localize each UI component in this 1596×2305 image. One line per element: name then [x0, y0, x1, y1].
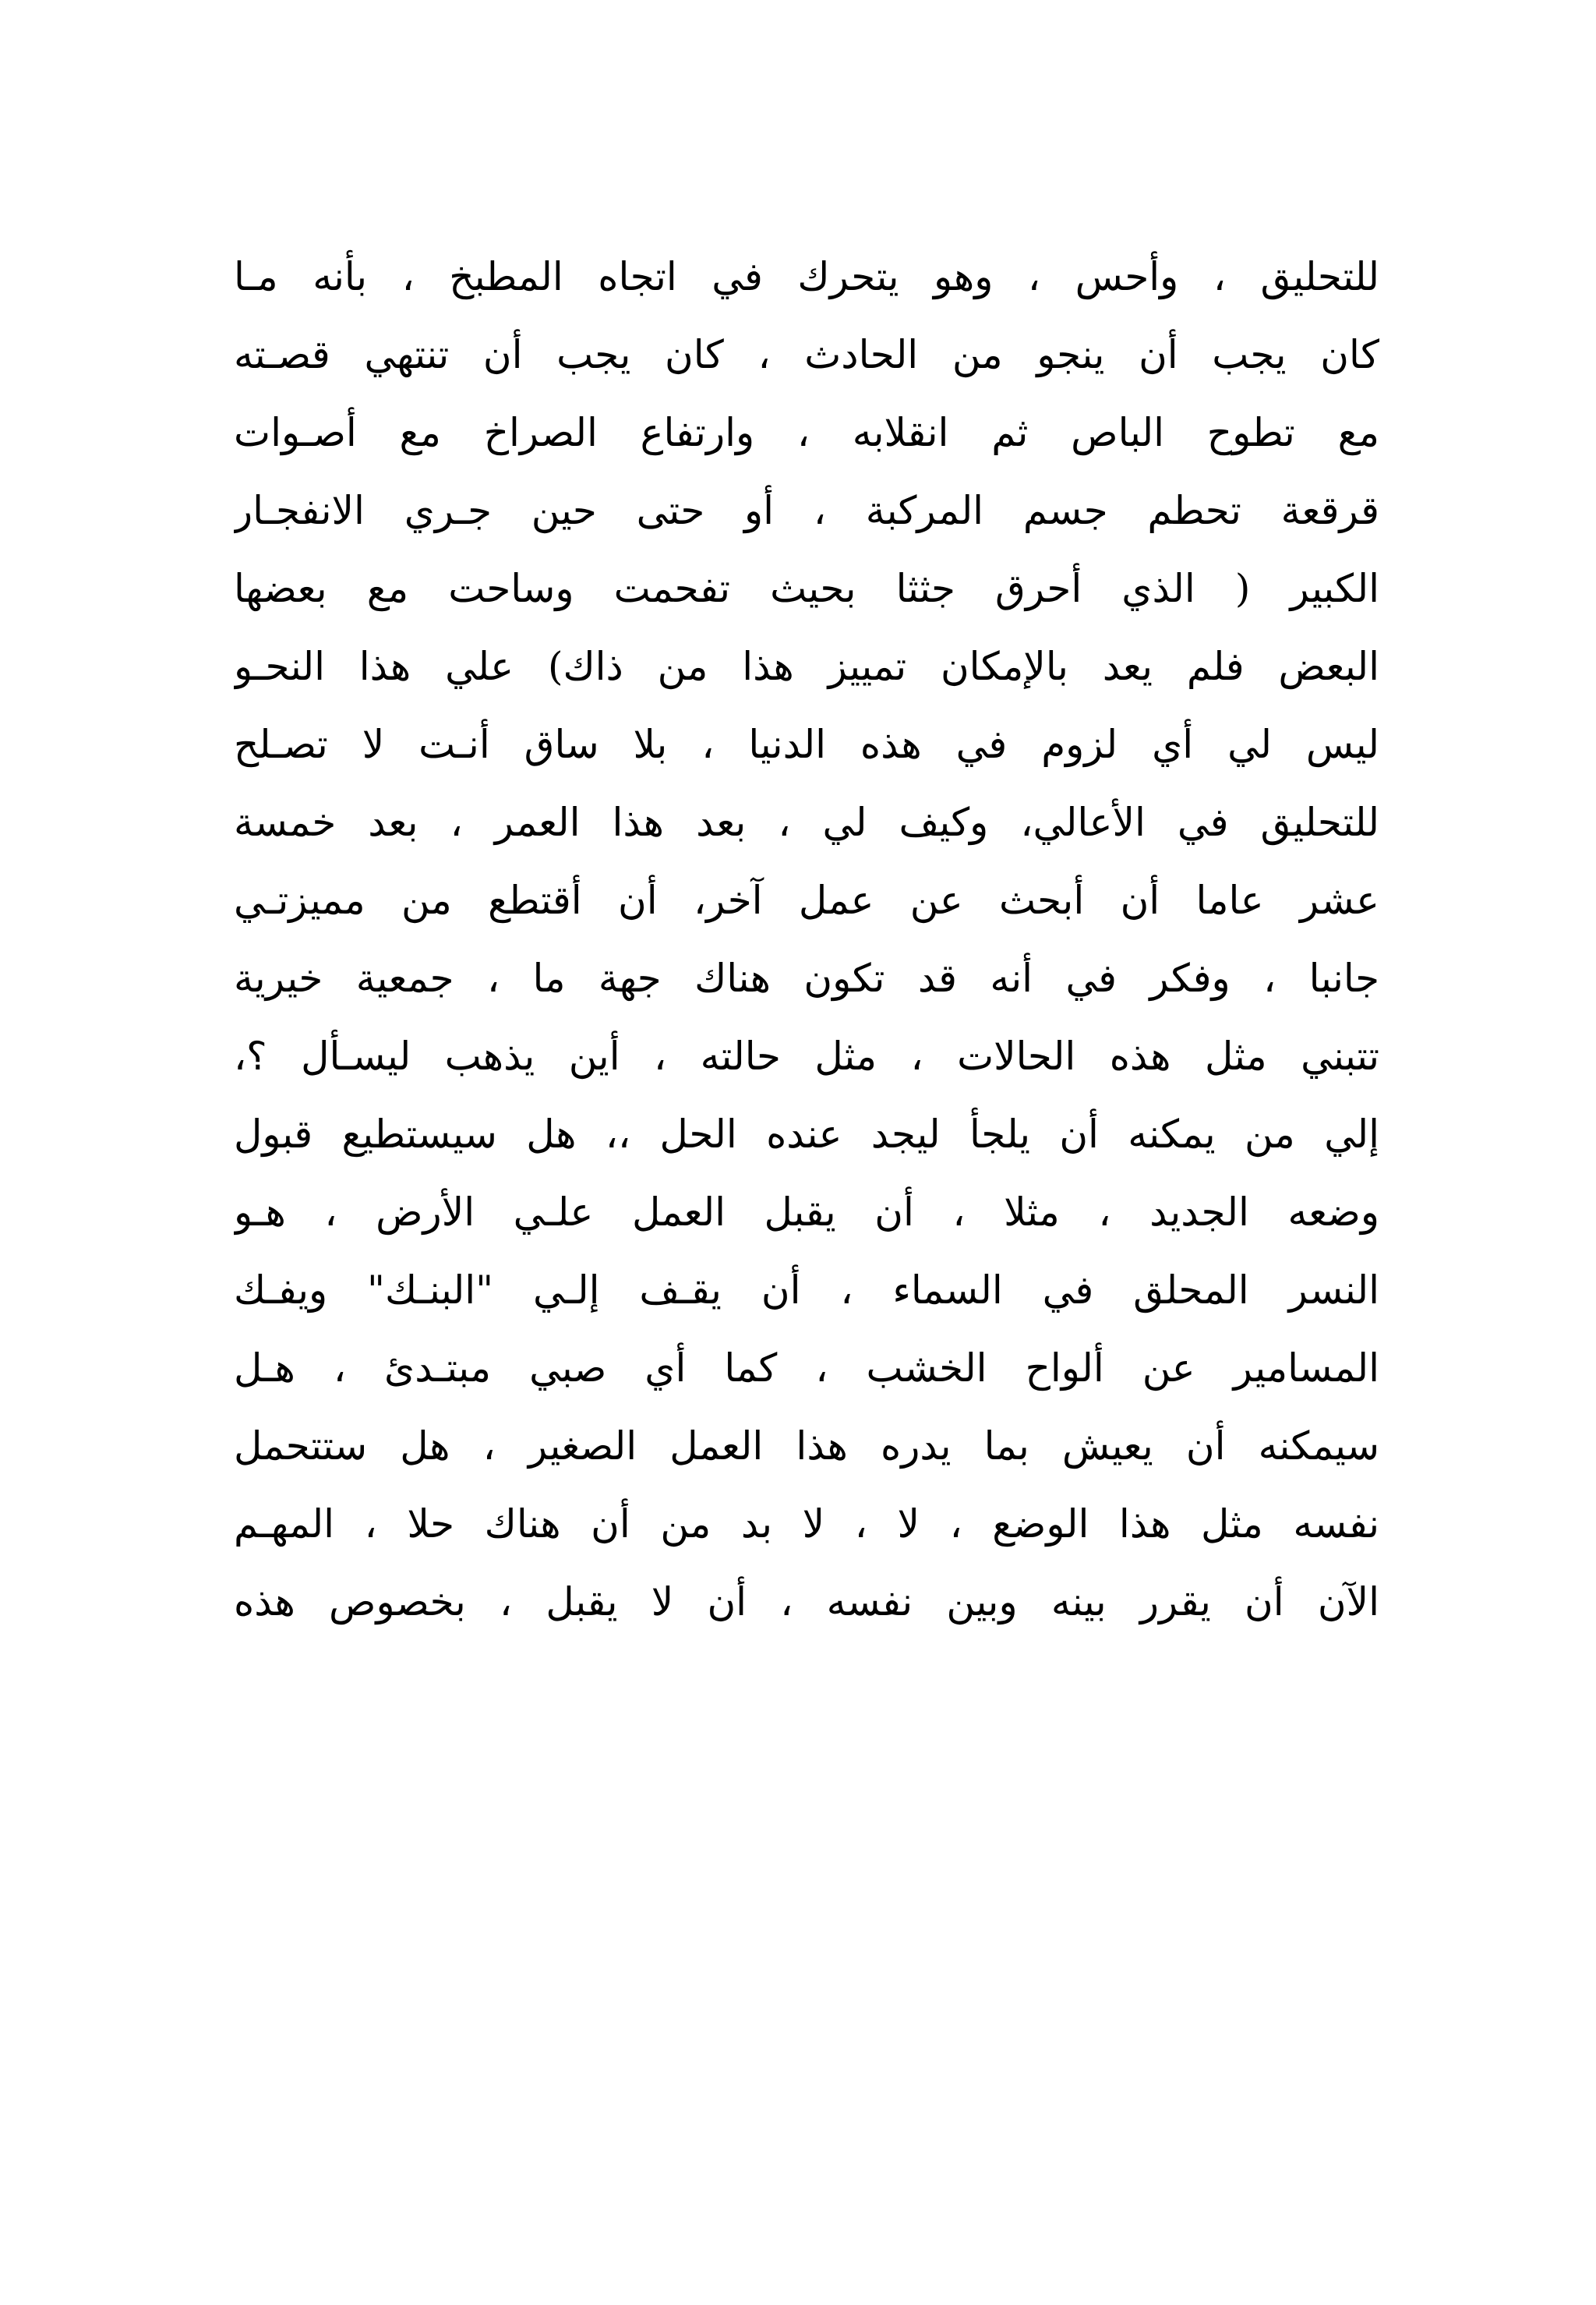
text-line: تتبني مثل هذه الحالات ، مثل حالته ، أين يذهب ليسـأل ؟، [234, 1034, 1379, 1079]
text-line: للتحليق ، وأحس ، وهو يتحرك في اتجاه المطبخ ، بأنه مـا [234, 254, 1379, 299]
text-line: كان يجب أن ينجو من الحادث ، كان يجب أن تنتهي قصـته [234, 332, 1379, 377]
text-line: وضعه الجديد ، مثلا ، أن يقبل العمل علـي الأرض ، هـو [234, 1190, 1379, 1235]
text-line: الآن أن يقرر بينه وبين نفسه ، أن لا يقبل ، بخصوص هذه [234, 1579, 1379, 1624]
text-line: ليس لي أي لزوم في هذه الدنيا ، بلا ساق أنـت لا تصـلح [234, 722, 1379, 767]
text-line: جانبا ، وفكر في أنه قد تكون هناك جهة ما ، جمعية خيرية [234, 956, 1379, 1001]
text-line: المسامير عن ألواح الخشب ، كما أي صبي مبتـدئ ، هـل [234, 1345, 1379, 1391]
text-line: البعض فلم يعد بالإمكان تمييز هذا من ذاك) علي هذا النحـو [234, 644, 1379, 689]
text-line: عشر عاما أن أبحث عن عمل آخر، أن أقتطع من مميزتـي [234, 878, 1379, 923]
text-line: النسر المحلق في السماء ، أن يقـف إلـي "البنـك" ويفـك [234, 1267, 1379, 1313]
text-line: للتحليق في الأعالي، وكيف لي ، بعد هذا العمر ، بعد خمسة [234, 800, 1379, 845]
text-line: نفسه مثل هذا الوضع ، لا ، لا بد من أن هناك حلا ، المهـم [234, 1501, 1379, 1547]
text-line: سيمكنه أن يعيش بما يدره هذا العمل الصغير ، هل ستتحمل [234, 1423, 1379, 1469]
text-line: إلي من يمكنه أن يلجأ ليجد عنده الحل ،، هل سيستطيع قبول [234, 1112, 1379, 1157]
text-line: مع تطوح الباص ثم انقلابه ، وارتفاع الصراخ مع أصـوات [234, 410, 1379, 455]
body-text [234, 238, 1379, 1641]
text-line: الكبير ( الذي أحرق جثثا بحيث تفحمت وساحت مع بعضها [234, 566, 1379, 611]
text-line: قرقعة تحطم جسم المركبة ، أو حتى حين جـري الانفجـار [234, 488, 1379, 533]
